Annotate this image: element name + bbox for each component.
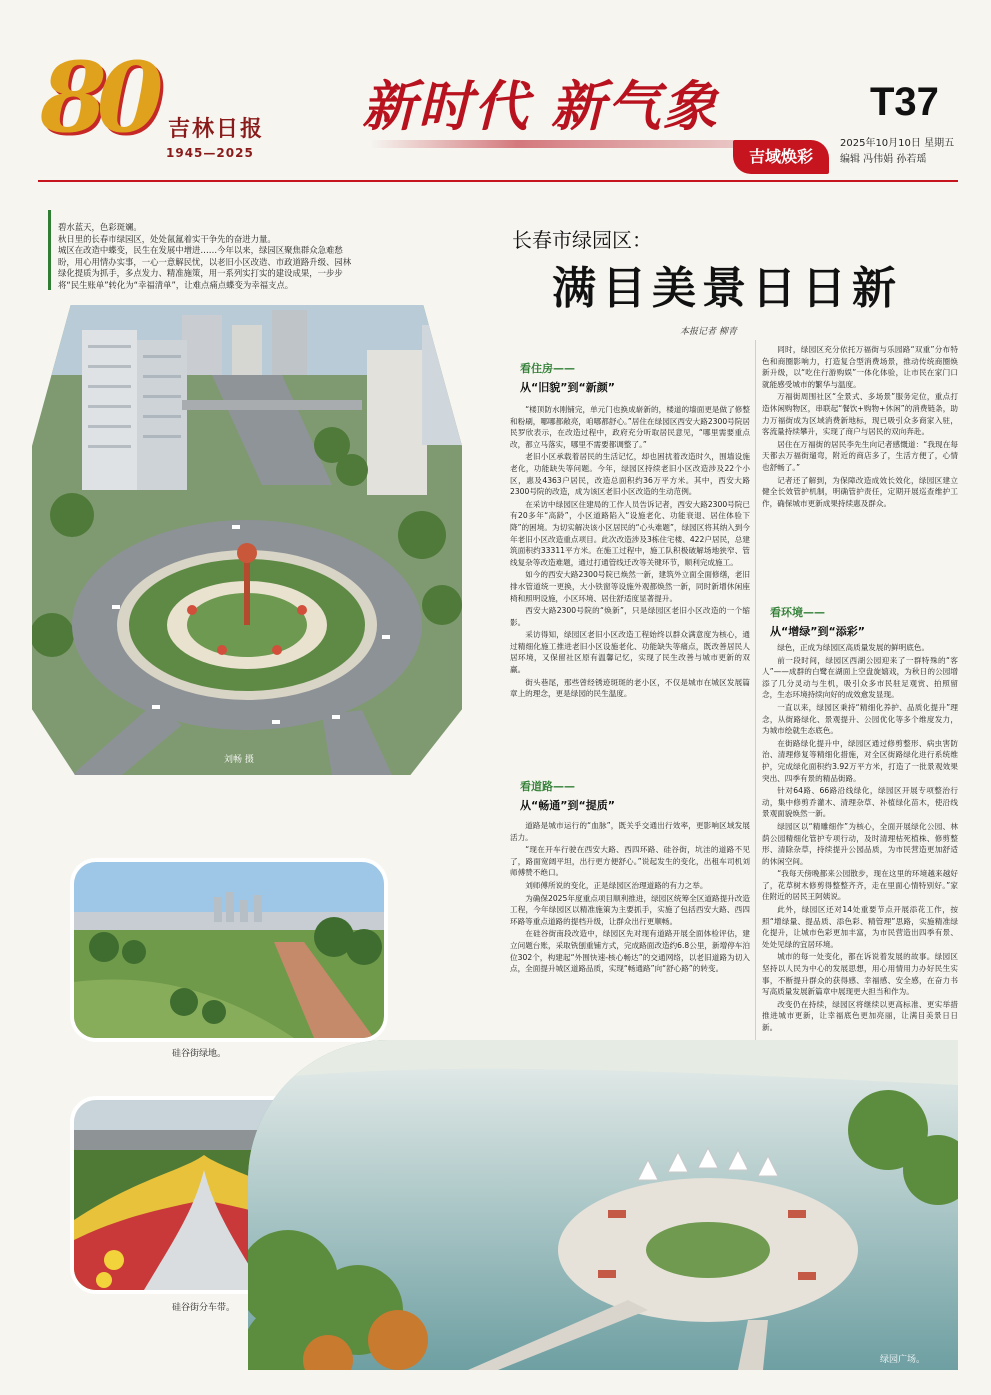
greenway-photo xyxy=(74,862,384,1038)
masthead-rule xyxy=(38,180,958,182)
body-column-commerce xyxy=(762,344,958,600)
body-column-roads xyxy=(510,820,750,1050)
body-paragraph: 前一段时间，绿园区西湖公园迎来了一群特殊的“客人”——成群的白鹭在湖面上空盘旋嬉戏，为秋日的公园增添了几分灵动与生机，吸引众多市民驻足观赏、拍照留念，生态环境持续向好的成效愈发显现。 xyxy=(762,655,958,700)
article-kicker: 长春市绿园区： xyxy=(512,228,652,252)
intro-paragraph xyxy=(58,222,358,291)
main-photo-credit: 刘畅 摄 xyxy=(224,755,254,765)
section-housing-head xyxy=(520,360,615,395)
greenway-caption: 硅谷街绿地。 xyxy=(172,1049,227,1059)
section-subtitle: 从“增绿”到“添彩” xyxy=(770,625,865,638)
intro-line: 秋日里的长春市绿园区，处处氤氲着实干争先的奋进力量。 xyxy=(58,233,276,244)
body-paragraph: 居住在万福街的居民李先生向记者感慨道：“我现在每天都去万福街遛弯，附近的商店多了，生活方便了，心情也舒畅了。” xyxy=(762,439,958,472)
body-paragraph: 刘师傅所说的变化，正是绿园区治理道路的有力之举。 xyxy=(525,880,708,890)
body-paragraph: “现在开车行驶在西安大路、西四环路、硅谷街，坑洼的道路不见了，路面宽阔平坦，出行更方便舒心。”说起发生的变化，出租车司机刘师傅赞不绝口。 xyxy=(510,845,750,878)
section-environment-head xyxy=(770,604,865,639)
body-paragraph: 针对64路、66路沿线绿化，绿园区开展专项整治行动，集中修剪乔灌木、清理杂草、补植绿化苗木，使沿线景观面貌焕然一新。 xyxy=(762,786,958,819)
column-divider xyxy=(755,340,756,1040)
editors-line: 编辑 冯伟娟 孙若瑶 xyxy=(840,154,927,165)
body-paragraph: 为确保2025年度重点项目顺利推进，绿园区统筹全区道路提升改造工程，今年绿园区以精准施策为主要抓手，实施了包括西安大路、西四环路等重点道路的提档升级，让群众出行更顺畅。 xyxy=(510,893,750,926)
body-paragraph: 街头巷尾，那些曾经锈迹斑斑的老小区，不仅是城市在城区发展篇章上的理念，更是绿园的民生温度。 xyxy=(510,677,750,699)
article-byline: 本报记者 柳青 xyxy=(680,327,737,337)
body-paragraph: 在采访中绿园区住建局的工作人员告诉记者，西安大路2300号院已有20多年“高龄”，小区道路陷入“设施老化、功能衰退、居住体验下降”的困境。为切实解决该小区居民的“心头难题”，绿园区将其纳入到今年老旧小区改造重点项目。此次改造涉及3栋住宅楼、422户居民，总建筑面积约33311平方米。在施工过程中，施工队积极破解场地狭窄、管线复杂等改造难题，通过打通管线迁改等关键环节，顺利完成施工。 xyxy=(510,499,750,567)
body-paragraph: 在街路绿化提升中，绿园区通过修剪整形、病虫害防治、清理修复等精细化措施，对全区街路绿化进行系统维护，完成绿化面积约3.92万平方米，打造了一批景观效果突出、四季有景的精品街路。 xyxy=(762,738,958,783)
body-column-environment xyxy=(762,642,958,1052)
section-badge: 吉域焕彩 xyxy=(733,140,829,174)
intro-line: 城区在改造中蝶变，民生在发展中增进……今年以来，绿园区聚焦群众急难愁盼，用心用情办实事，一心一意解民忧，以老旧小区改造、市政道路升级、园林绿化提质为抓手，多点发力、精准施策，用一系列实打实的建设成果，一步步将“民生账单”转化为“幸福清单”，让难点痛点蝶变为幸福支点。 xyxy=(58,245,352,290)
body-paragraph: “楼顶防水刚铺完，单元门也换成崭新的，楼道的墙面更是做了修整和粉刷，哪哪都敞亮，咱哪都舒心。”居住在绿园区西安大路2300号院居民罗欣表示，在改造过程中，政府充分听取居民意见，“哪里需要重点改，都立马落实，哪里不需要都调整了。” xyxy=(510,405,750,449)
lake-photo-credit: 绿园广场。 xyxy=(880,1355,926,1365)
intro-accent-bar xyxy=(48,210,51,290)
roundabout-aerial-photo xyxy=(32,305,462,775)
body-paragraph: 城市的每一处变化，都在诉说着发展的故事。绿园区坚持以人民为中心的发展思想，用心用情用力办好民生实事，不断提升群众的获得感、幸福感、安全感，在奋力书写高质量发展新篇章中展现更大担当和作为。 xyxy=(762,952,958,997)
body-paragraph: 绿色，正成为绿园区高质量发展的鲜明底色。 xyxy=(777,643,930,652)
body-paragraph: 一直以来，绿园区秉持“精细化养护、品质化提升”理念，从街路绿化、景观提升、公园优化等多个维度发力，为城市绘就生态底色。 xyxy=(762,702,958,736)
body-paragraph: 如今的西安大路2300号院已焕然一新，建筑外立面全面修缮，老旧排水管道统一更换，大小铁窗等设施外观都焕然一新，同时新增休闲座椅和照明设施，小区环境、居住舒适度显著提升。 xyxy=(510,570,750,603)
body-paragraph: 同时，绿园区充分依托万福街与乐园路“双重”分布特色和商圈影响力，打造复合型消费场景，推动传统商圈焕新升级，以“吃住行游购娱”一体化体验，让市民在家门口就能感受城市的繁华与温度。 xyxy=(762,345,958,389)
lake-plaza-photo xyxy=(248,1040,958,1370)
anniversary-years: 1945—2025 xyxy=(166,146,254,160)
section-roads-head xyxy=(520,778,615,813)
page-number: T37 xyxy=(870,80,939,124)
slogan-underline xyxy=(370,140,740,148)
body-paragraph: “我每天傍晚都来公园散步，现在这里的环境越来越好了，花草树木修剪得整整齐齐，走在里面心情特别好。”家住附近的居民王阿姨说。 xyxy=(762,869,958,902)
body-paragraph: 老旧小区承载着居民的生活记忆，却也困扰着改造时久，围墙设施老化，功能缺失等问题。今年，绿园区持续老旧小区改造涉及22个小区，惠及4363户居民，改造总面积约36万平方米。其中，西安大路2300号院的改造，成为该区老旧小区改造的生动范例。 xyxy=(510,452,750,497)
body-paragraph: 绿园区以“精雕细作”为核心，全面开展绿化公园、林荫公园精细化管护专项行动，及时清理枯死植株、修剪整形、清除杂草，持续提升公园品质，为市民营造更加舒适的休闲空间。 xyxy=(762,821,958,866)
section-subtitle: 从“旧貌”到“新颜” xyxy=(520,381,615,394)
body-paragraph: 采访得知，绿园区老旧小区改造工程始终以群众满意度为核心，通过精细化施工推进老旧小区设施老化、功能缺失等痛点，既改善居民人居环境，又保留社区原有温馨记忆，实现了民生改善与城市更新的双赢。 xyxy=(510,630,750,675)
body-paragraph: 道路是城市运行的“血脉”，既关乎交通出行效率，更影响区域发展活力。 xyxy=(510,821,750,842)
anniversary-logo: 80 xyxy=(40,41,154,154)
body-paragraph: 此外，绿园区还对14处重要节点开展添花工作，按照“增绿量、提品质、添色彩、精管理”思路，实施精准绿化提升，让城市色彩更加丰富，为市民营造出四季有景、处处见绿的宜居环境。 xyxy=(762,905,958,949)
section-tag: 看环境—— xyxy=(770,606,825,619)
flower-caption: 硅谷街分车带。 xyxy=(172,1303,236,1313)
paper-name: 吉林日报 xyxy=(168,116,265,142)
body-paragraph: 改变仍在持续，绿园区将继续以更高标准、更实举措推进城市更新，让幸福底色更加亮丽，让满目美景日日新。 xyxy=(762,999,958,1032)
body-paragraph: 记者还了解到，为保障改造成效长效化，绿园区建立健全长效管护机制，明确管护责任，定期开展巡查维护工作，确保城市更新成果持续惠及群众。 xyxy=(762,475,958,508)
slogan-title: 新时代 新气象 xyxy=(362,74,719,138)
intro-line: 碧水蓝天，色彩斑斓。 xyxy=(58,222,142,232)
section-tag: 看住房—— xyxy=(520,362,575,375)
body-paragraph: 西安大路2300号院的“焕新”，只是绿园区老旧小区改造的一个缩影。 xyxy=(510,606,750,627)
body-column-housing xyxy=(510,404,750,770)
issue-date: 2025年10月10日 星期五 xyxy=(840,138,955,149)
body-paragraph: 万福街周围社区“全景式、多场景”服务定位，重点打造休闲购物区，串联起“餐饮+购物+休闲”的消费链条，助力万福街成为区域消费新地标，现已吸引众多商家入驻，客流量持续攀升，实现了商户与居民的双向奔赴。 xyxy=(762,392,958,437)
section-subtitle: 从“畅通”到“提质” xyxy=(520,799,615,812)
section-tag: 看道路—— xyxy=(520,780,575,793)
body-paragraph: 在硅谷街南段改造中，绿园区先对现有道路开展全面体检评估，建立问题台账，采取铣刨重铺方式，完成路面改造约6.8公里，新增停车泊位302个，构建起“外围快速-核心畅达”的交通网络，以老旧道路为切入点，全面提升城区道路品质，实现“畅通路”向“舒心路”的转变。 xyxy=(510,929,750,974)
article-headline: 满目美景日日新 xyxy=(552,263,902,314)
